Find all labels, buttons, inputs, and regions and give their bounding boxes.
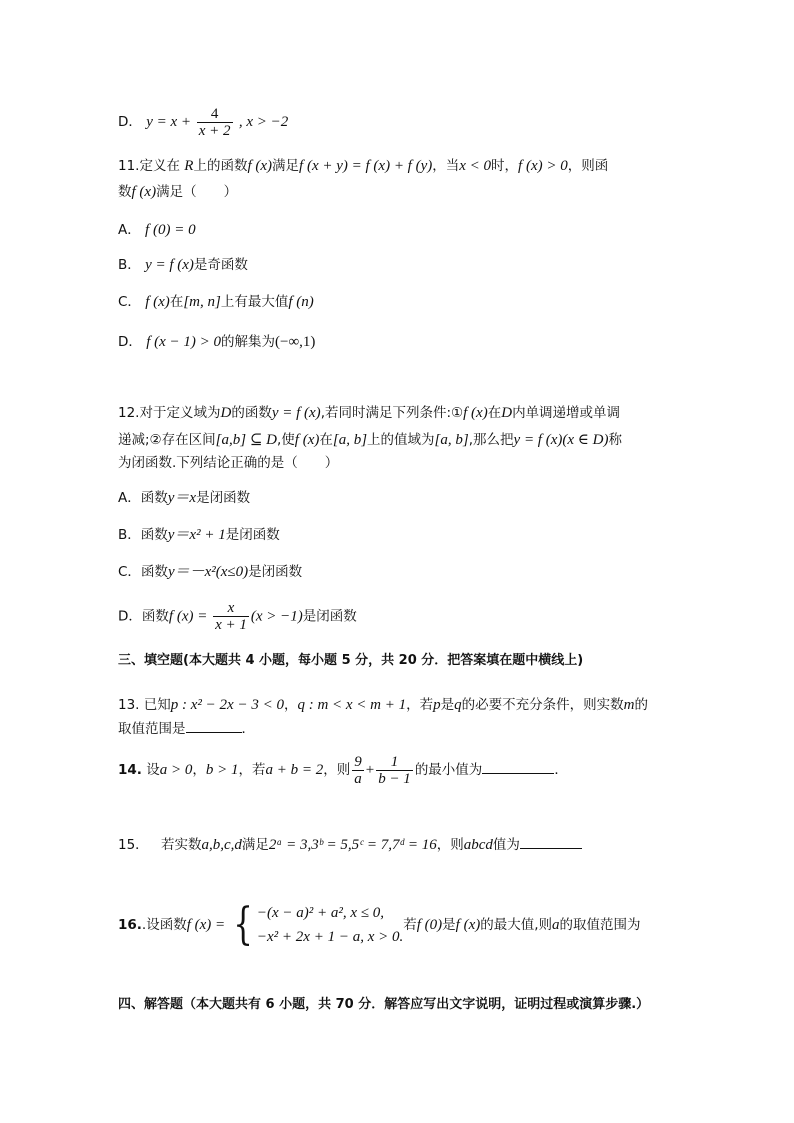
q12-option-a xyxy=(118,488,250,508)
question-number: 16. xyxy=(118,917,142,933)
math: R xyxy=(184,158,194,174)
text: 是闭函数 xyxy=(225,527,280,543)
text: 在 xyxy=(487,405,502,421)
text: ． xyxy=(241,721,255,737)
q16-line xyxy=(118,900,641,950)
text: ， xyxy=(283,697,298,713)
math: f (x) xyxy=(455,917,481,933)
text: ，若 xyxy=(238,762,266,778)
math: y＝－x²(x≤0) xyxy=(167,564,249,580)
text: 满足 xyxy=(272,158,300,174)
math: b > 1 xyxy=(205,762,239,778)
question-number: 11. xyxy=(118,158,140,174)
math: f (x) xyxy=(294,432,320,448)
text: ，则 xyxy=(323,762,351,778)
math: q : m < x < m + 1 xyxy=(297,697,407,713)
text: 定义在 xyxy=(139,158,180,174)
text: ． xyxy=(554,762,568,778)
text: 内单调递增或单调 xyxy=(512,405,621,421)
text: 时， xyxy=(491,158,519,174)
option-letter: D． xyxy=(118,334,142,350)
text: 的必要不充分条件，则实数 xyxy=(461,697,624,713)
text: 是闭函数 xyxy=(196,490,251,506)
option-letter: B． xyxy=(118,527,141,543)
answer-blank[interactable] xyxy=(186,718,242,733)
math: y＝x xyxy=(167,490,197,506)
text: 的最小值为 xyxy=(414,762,483,778)
math: y = f (x) xyxy=(271,405,321,421)
case-2: −x² + 2x + 1 − a, x > 0. xyxy=(256,929,404,945)
fraction xyxy=(197,106,233,139)
question-number: 15． xyxy=(118,837,149,853)
math: f (0) xyxy=(416,917,443,933)
text: 在 xyxy=(169,294,184,310)
math: p : x² − 2x − 3 < 0 xyxy=(170,697,284,713)
question-number: 14. xyxy=(118,762,142,778)
text: 满足 xyxy=(241,837,269,853)
text: 数 xyxy=(118,184,132,200)
q11-stem-line1 xyxy=(118,156,608,176)
option-letter: C． xyxy=(118,564,141,580)
text: 若实数 xyxy=(160,837,202,853)
numerator: 4 xyxy=(210,106,219,122)
math: q xyxy=(454,697,462,713)
text: ，当 xyxy=(432,158,460,174)
math: m xyxy=(623,697,635,713)
denominator: b − 1 xyxy=(378,770,411,787)
option-letter: C． xyxy=(118,294,141,310)
text: 若 xyxy=(403,917,417,933)
option-letter: D． xyxy=(118,114,142,130)
math: y = f (x)(x ∈ D) xyxy=(513,432,609,448)
text: ，若 xyxy=(406,697,434,713)
q12-option-b xyxy=(118,525,280,545)
option-letter: D． xyxy=(118,608,142,625)
text: 是 xyxy=(442,917,456,933)
math: f (x) xyxy=(131,184,157,200)
piecewise-cases xyxy=(257,901,403,949)
math: f (x) xyxy=(463,405,488,421)
text: 值为 xyxy=(492,837,520,853)
math: D xyxy=(220,405,232,421)
option-letter: A． xyxy=(118,222,141,238)
math: (−∞,1) xyxy=(275,334,316,350)
text: 函数 xyxy=(141,608,169,625)
text: ,那么把 xyxy=(468,432,514,448)
math: x < 0 xyxy=(459,158,492,174)
text: 是 xyxy=(440,697,455,713)
q11-stem-line2 xyxy=(118,182,237,202)
math: a xyxy=(552,917,560,933)
text: 为闭函数.下列结论正确的是（ ） xyxy=(118,455,339,471)
q11-option-c xyxy=(118,292,314,312)
option-letter: B． xyxy=(118,257,141,273)
math: f (x) xyxy=(145,294,170,310)
text: 设 xyxy=(146,762,160,778)
math: [m, n] xyxy=(183,294,221,310)
math: f (x) = xyxy=(186,917,229,933)
math: + xyxy=(365,762,375,778)
math: a + b = 2 xyxy=(265,762,324,778)
text: ， xyxy=(192,762,206,778)
math: p xyxy=(433,697,441,713)
math: f (0) = 0 xyxy=(145,222,196,238)
text: ，则函 xyxy=(567,158,609,174)
math: f (n) xyxy=(288,294,314,310)
q10-option-d xyxy=(118,106,288,139)
math: f (x + y) = f (x) + f (y) xyxy=(299,158,433,174)
text: 对于定义域为 xyxy=(139,405,221,421)
numerator: x xyxy=(227,600,235,616)
section-4-title: 四、解答题（本大题共有 6 小题，共 70 分．解答应写出文字说明，证明过程或演算步骤.） xyxy=(118,997,650,1012)
q12-stem-line2 xyxy=(118,430,622,450)
q14-line xyxy=(118,752,568,788)
math: D xyxy=(501,405,513,421)
text: 的解集为 xyxy=(221,334,276,350)
math: y = x + xyxy=(146,114,195,130)
fraction xyxy=(376,754,413,787)
math: f (x) > 0 xyxy=(518,158,568,174)
q15-line xyxy=(118,834,582,855)
text: 13. 已知 xyxy=(118,697,171,713)
text: 取值范围是 xyxy=(118,721,186,737)
fraction xyxy=(213,600,249,633)
answer-blank[interactable] xyxy=(482,759,554,774)
answer-blank[interactable] xyxy=(520,834,582,849)
math: , x > −2 xyxy=(238,114,289,130)
math: y＝x² + 1 xyxy=(167,527,226,543)
q12-option-d xyxy=(118,600,357,633)
q11-option-a xyxy=(118,220,196,240)
fraction xyxy=(352,754,364,787)
math: [a, b] xyxy=(332,432,368,448)
q11-option-d xyxy=(118,332,315,352)
numerator: 9 xyxy=(354,753,362,770)
denominator: a xyxy=(354,770,362,787)
q13-line1 xyxy=(118,695,648,715)
text: 的 xyxy=(634,697,648,713)
text: 在 xyxy=(319,432,333,448)
text: ，则 xyxy=(436,837,464,853)
q13-line2 xyxy=(118,718,255,739)
numerator: 1 xyxy=(390,753,399,770)
section-3-title: 三、填空题(本大题共 4 小题，每小题 5 分，共 20 分．把答案填在题中横线上) xyxy=(118,653,584,668)
math: (x > −1) xyxy=(250,608,303,625)
q12-option-c xyxy=(118,562,302,582)
q12-stem-line1 xyxy=(118,403,620,423)
math: abcd xyxy=(463,837,493,853)
text: 函数 xyxy=(140,527,168,543)
math: y = f (x) xyxy=(145,257,194,273)
left-brace: { xyxy=(233,899,253,950)
text: ,若同时满足下列条件:① xyxy=(320,405,464,421)
math: 2ᵃ = 3,3ᵇ = 5,5ᶜ = 7,7ᵈ = 16 xyxy=(268,837,437,853)
q12-stem-line3 xyxy=(118,453,338,473)
case-1: −(x − a)² + a², x ≤ 0, xyxy=(256,905,385,921)
question-number: 12. xyxy=(118,405,140,421)
math: a > 0 xyxy=(159,762,193,778)
text: 函数 xyxy=(140,490,168,506)
text: 上有最大值 xyxy=(220,294,289,310)
text: 的最大值,则 xyxy=(480,917,553,933)
denominator: x + 2 xyxy=(198,123,231,139)
text: 递减;②存在区间 xyxy=(118,432,216,448)
text: 的取值范围为 xyxy=(559,917,641,933)
text: 上的函数 xyxy=(193,158,248,174)
math: f (x − 1) > 0 xyxy=(146,334,222,350)
text: .设函数 xyxy=(141,917,187,933)
q11-option-b xyxy=(118,255,248,275)
text: 是闭函数 xyxy=(248,564,303,580)
text: ,使 xyxy=(276,432,295,448)
math: [a, b] xyxy=(434,432,469,448)
math: a,b,c,d xyxy=(201,837,242,853)
math: f (x) = xyxy=(168,608,212,625)
text: 称 xyxy=(608,432,622,448)
math: [a,b] ⊆ D xyxy=(215,432,277,448)
text: 上的值域为 xyxy=(367,432,435,448)
denominator: x + 1 xyxy=(215,617,247,633)
text: 是奇函数 xyxy=(193,257,248,273)
text: 的函数 xyxy=(231,405,272,421)
math: f (x) xyxy=(247,158,273,174)
option-letter: A． xyxy=(118,490,141,506)
text: 函数 xyxy=(140,564,168,580)
text: 满足（ ） xyxy=(156,184,238,200)
text: 是闭函数 xyxy=(302,608,357,625)
